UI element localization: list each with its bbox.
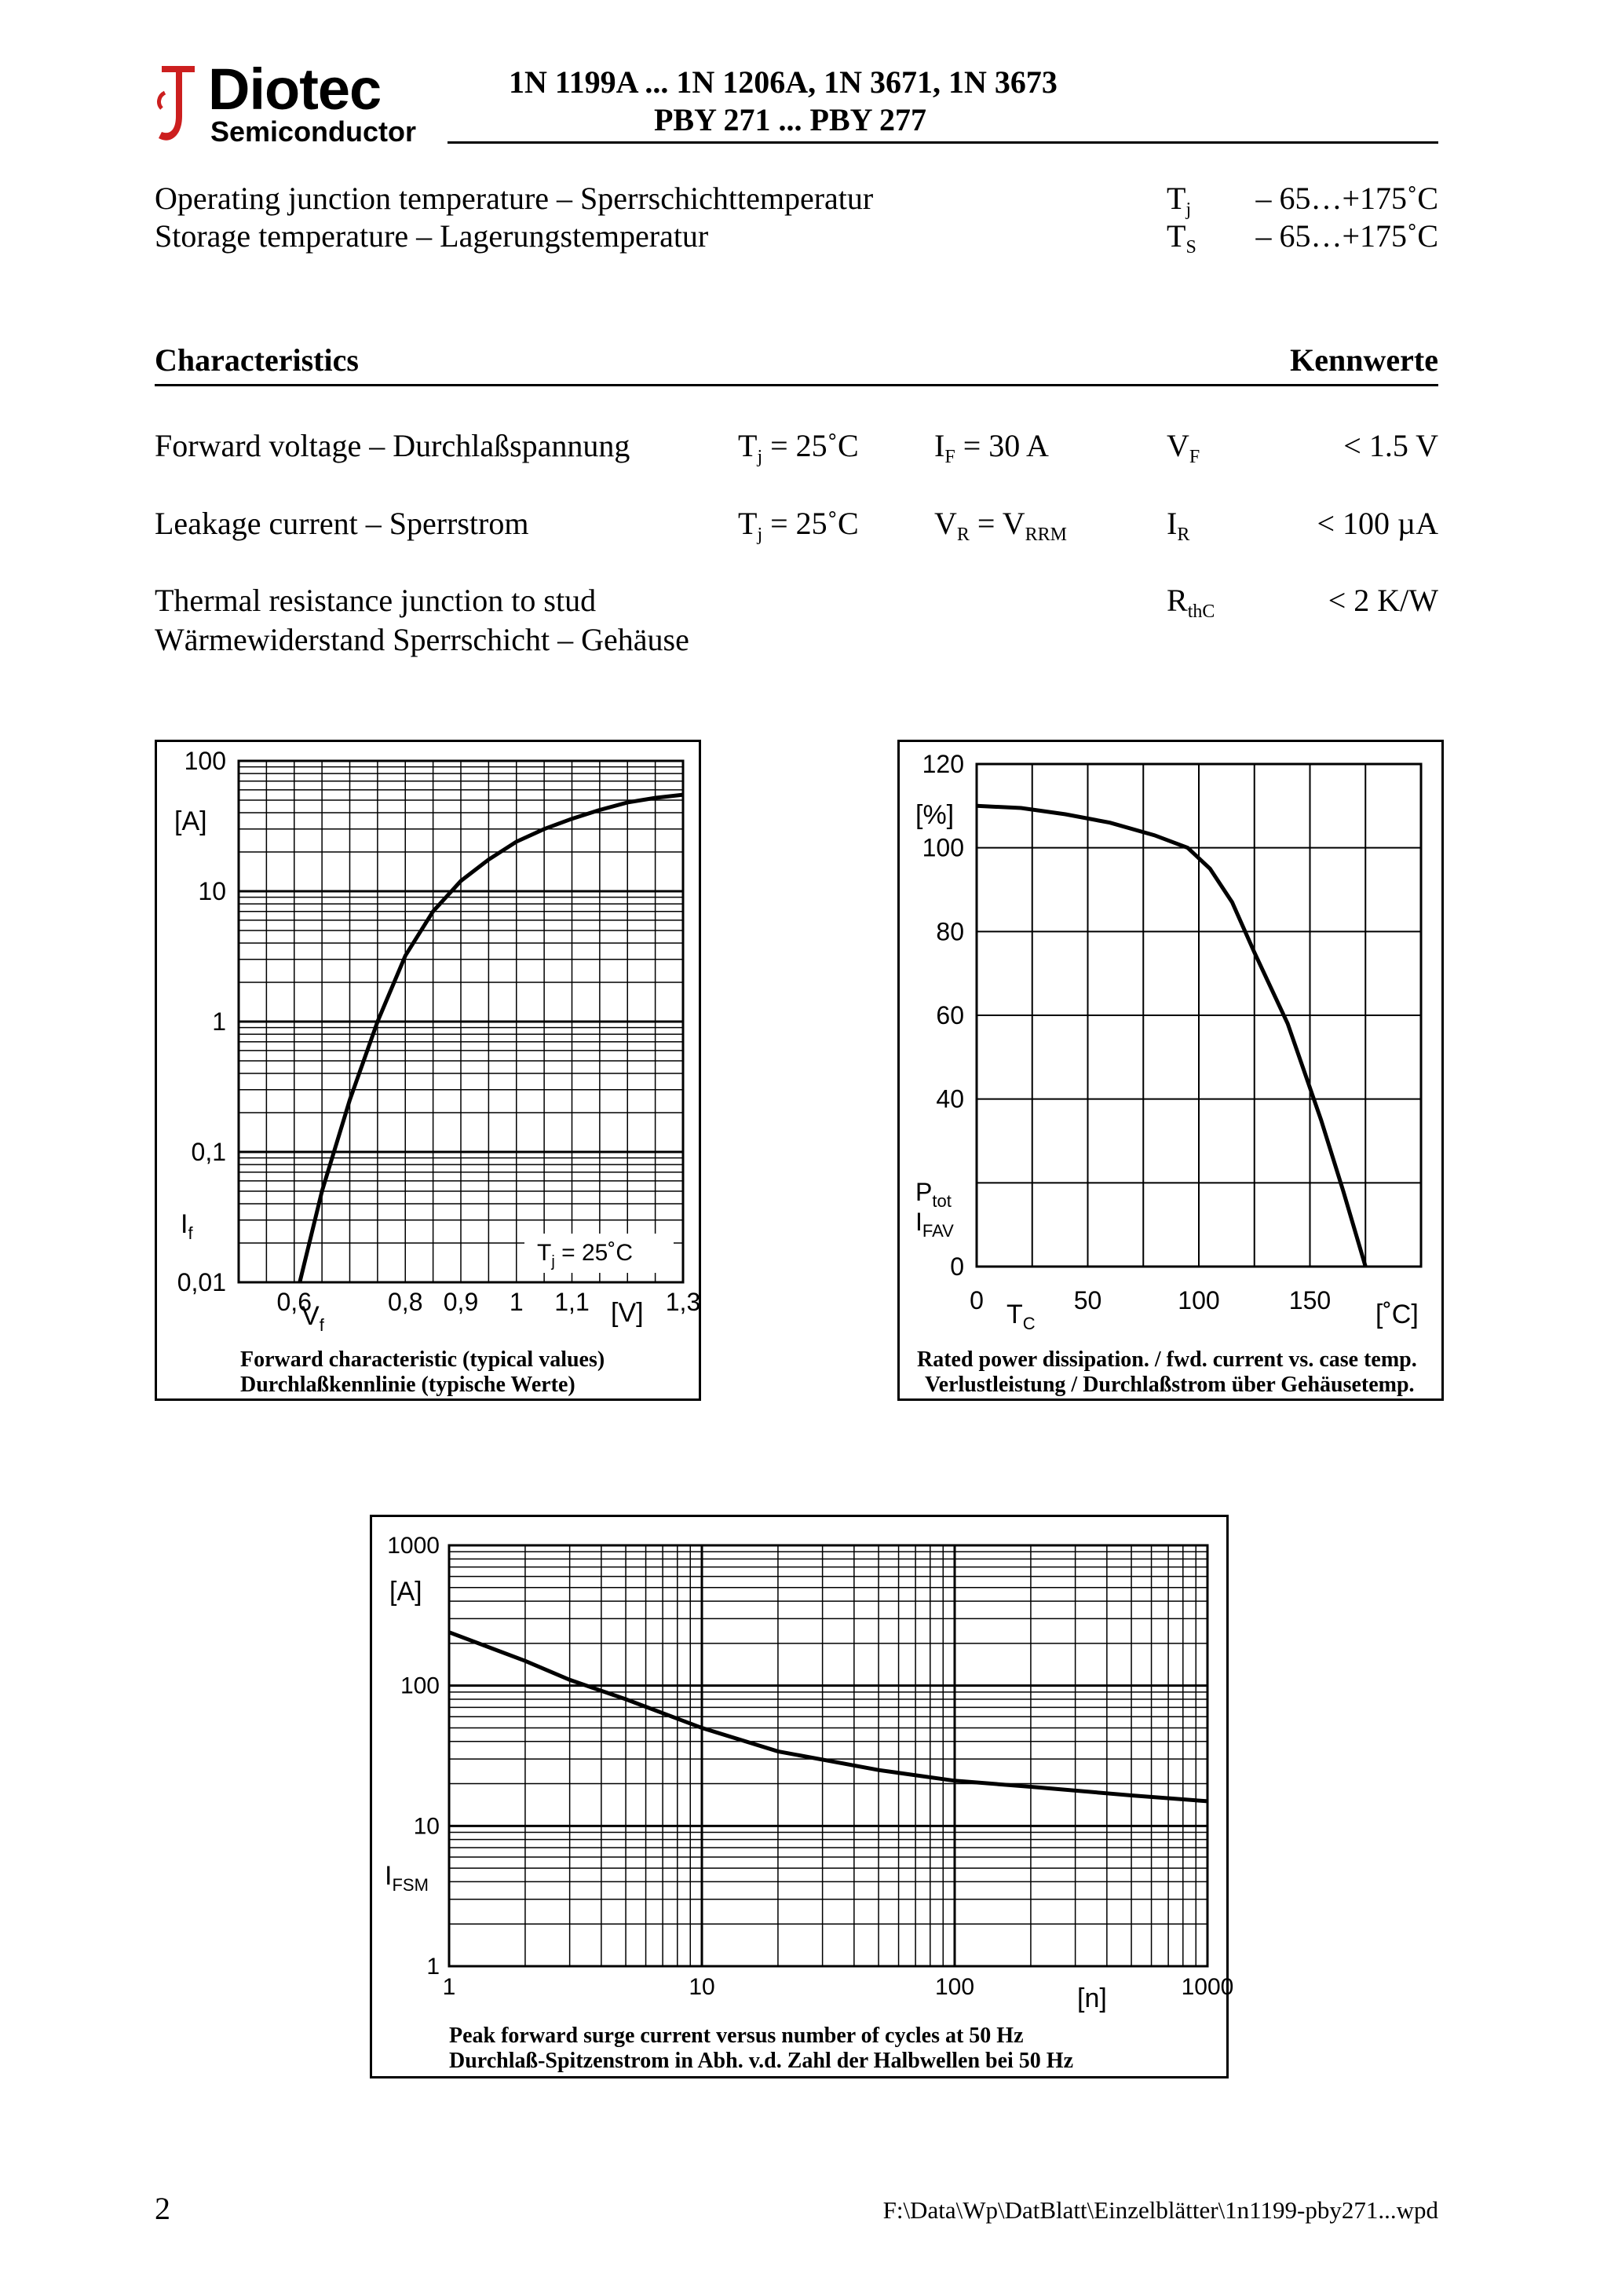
x-tick-label: 150 [1288, 1286, 1332, 1314]
brand-name: Diotec [208, 57, 382, 122]
y-tick-label: 0 [950, 1252, 964, 1281]
x-unit: [V] [611, 1298, 644, 1328]
leakage-current-label: Leakage current – Sperrstrom [155, 506, 529, 541]
thermal-label-de: Wärmewiderstand Sperrschicht – Gehäuse [155, 622, 689, 657]
surge-current-chart [370, 1515, 1234, 2078]
y-unit: [A] [174, 806, 207, 836]
y-tick-label: 60 [936, 1001, 964, 1029]
surge-current-plot [372, 1517, 1234, 2076]
x-tick-label: 1,1 [554, 1288, 590, 1316]
thermal-label-en: Thermal resistance junction to stud [155, 583, 597, 618]
forward-value: < 1.5 V [1343, 428, 1438, 463]
y-tick-label: 80 [936, 917, 964, 946]
page-number: 2 [155, 2191, 170, 2226]
y-tick-label: 1 [426, 1954, 440, 1980]
chart2-caption-en: Rated power dissipation. / fwd. current vs. case temp. [917, 1347, 1417, 1372]
title-line2: PBY 271 ... PBY 277 [654, 102, 927, 137]
y-tick-label: 1000 [387, 1533, 440, 1559]
leakage-symbol: $I_R$ [1167, 506, 1190, 545]
y-unit: [A] [389, 1577, 422, 1607]
x-tick-label: 0,6 [276, 1288, 312, 1316]
x-label: $T_C$ [1006, 1300, 1036, 1333]
characteristics-heading: Characteristics [155, 342, 359, 378]
y-label-ptot: $P_{tot}$ [915, 1178, 952, 1211]
derating-curve [977, 806, 1365, 1267]
y-tick-label: 10 [198, 877, 226, 905]
storage-temp-label: Storage temperature – Lagerungstemperatur [155, 218, 709, 254]
leakage-value: < 100 µA [1317, 506, 1438, 541]
x-tick-label: 10 [689, 1974, 715, 2000]
brand-sub: Semiconductor [210, 115, 417, 148]
forward-characteristic-chart [155, 740, 701, 1401]
y-label-ifav: $I_{FAV}$ [915, 1208, 954, 1241]
operating-temp-symbol: $T_j$ [1167, 181, 1192, 220]
y-tick-label: 0,1 [191, 1138, 226, 1166]
forward-characteristic-plot [157, 742, 699, 1398]
y-label: $I_f$ [181, 1209, 193, 1243]
y-tick-label: 40 [936, 1084, 964, 1113]
x-tick-label: 1,3 [665, 1288, 701, 1316]
chart3-caption-en: Peak forward surge current versus number of cycles at 50 Hz [449, 2024, 1024, 2048]
thermal-value: < 2 K/W [1328, 583, 1438, 618]
forward-cond-if: $I_F = 30$ A [934, 428, 1049, 467]
characteristics-rule [155, 384, 1438, 386]
chart2-caption-de: Verlustleistung / Durchlaßstrom über Gehäusetemp. [925, 1373, 1415, 1397]
power-derating-plot [900, 742, 1441, 1398]
x-tick-label: 100 [934, 1974, 975, 2000]
y-tick-label: 1 [212, 1007, 226, 1036]
x-tick-label: 0 [970, 1286, 984, 1314]
x-label: $V_f$ [301, 1301, 324, 1335]
chart1-caption-en: Forward characteristic (typical values) [240, 1347, 605, 1372]
y-tick-label: 0,01 [177, 1268, 226, 1296]
chart3-caption-de: Durchlaß-Spitzenstrom in Abh. v.d. Zahl der Halbwellen bei 50 Hz [449, 2049, 1074, 2073]
power-derating-chart [897, 740, 1444, 1401]
chart1-caption-de: Durchlaßkennlinie (typische Werte) [240, 1373, 575, 1397]
leakage-cond-vr: $V_R = V_{RRM}$ [934, 506, 1067, 545]
kennwerte-heading: Kennwerte [1290, 342, 1438, 378]
forward-cond-tj: $T_j$ = 25˚C [738, 428, 859, 467]
x-tick-label: 50 [1073, 1286, 1102, 1314]
x-tick-label: 0,8 [388, 1288, 423, 1316]
title-line1: 1N 1199A ... 1N 1206A, 1N 3671, 1N 3673 [509, 64, 1058, 100]
forward-voltage-label: Forward voltage – Durchlaßspannung [155, 428, 630, 463]
y-tick-label: 100 [184, 747, 226, 775]
plot-frame [449, 1545, 1207, 1966]
operating-temp-value: – 65…+175˚C [1255, 181, 1438, 216]
x-tick-label: 1 [509, 1288, 524, 1316]
thermal-symbol: $R_{thC}$ [1167, 583, 1215, 622]
x-tick-label: 1 [442, 1974, 456, 2000]
leakage-cond-tj: $T_j$ = 25˚C [738, 506, 859, 545]
storage-temp-value: – 65…+175˚C [1255, 218, 1438, 254]
x-tick-label: 0,9 [443, 1288, 479, 1316]
file-path: F:\Data\Wp\DatBlatt\Einzelblätter\1n1199-pby271...wpd [882, 2196, 1438, 2224]
header-rule [448, 141, 1438, 144]
x-tick-label: 1000 [1181, 1974, 1234, 2000]
y-tick-label: 10 [413, 1813, 440, 1840]
x-unit: [˚C] [1375, 1300, 1419, 1329]
y-tick-label: 120 [922, 750, 964, 778]
y-tick-label: 100 [400, 1673, 440, 1699]
forward-symbol: $V_F$ [1167, 428, 1200, 467]
operating-temp-label: Operating junction temperature – Sperrschichttemperatur [155, 181, 874, 216]
storage-temp-symbol: $T_S$ [1167, 218, 1196, 258]
tj-annotation: $T_j$ = 25˚C [537, 1240, 633, 1270]
forward-curve [300, 795, 683, 1282]
y-tick-label: 100 [922, 833, 964, 862]
x-tick-label: 100 [1178, 1286, 1220, 1314]
y-label: $I_{FSM}$ [385, 1861, 429, 1895]
diotec-logo [154, 61, 201, 148]
y-unit: [%] [915, 800, 955, 830]
x-label: [n] [1077, 1983, 1107, 2013]
